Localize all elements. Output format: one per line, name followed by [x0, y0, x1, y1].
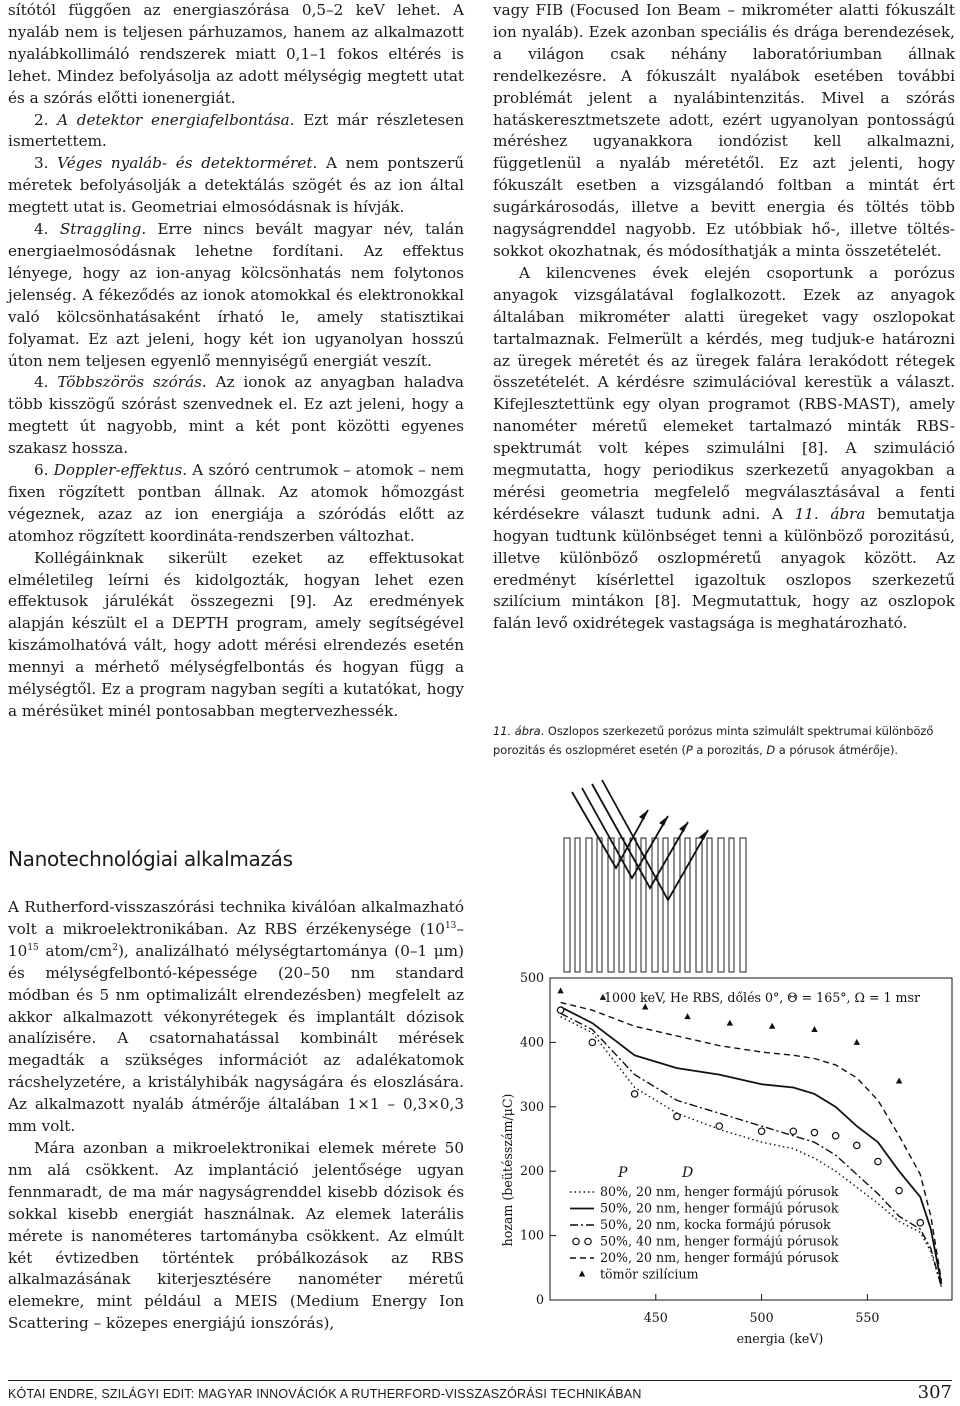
left-column-text — [8, 0, 464, 723]
data-point — [716, 1123, 722, 1129]
column-stripe — [597, 838, 602, 972]
legend-entry — [570, 1250, 839, 1265]
list-item: 3. Véges nyaláb- és detektorméret. A nem pontszerű méretek befolyásolják a detektálás szögét és az ion által megtett utat is. Geometriai elmosódásnak is hívják. — [8, 154, 464, 217]
data-point — [557, 1007, 563, 1013]
legend-label: 50%, 20 nm, kocka formájú pórusok — [600, 1217, 831, 1232]
column-stripe — [696, 838, 702, 972]
beam-arrowheads — [639, 810, 708, 840]
legend-marker — [585, 1238, 591, 1244]
x-tick-label: 500 — [749, 1310, 774, 1325]
data-point — [811, 1026, 817, 1032]
column-stripe — [707, 838, 712, 972]
data-point — [758, 1128, 764, 1134]
x-tick-label: 550 — [855, 1310, 880, 1325]
paragraph: sítótól függően az energiaszórása 0,5–2 keV lehet. A nyaláb nem is teljesen párhuzamos, hanem az alkalmazott nyalábkollimáló rendszerek miatt 0,1–1 fokos eltérés is lehet. Mindez befolyásolja az adott mélységig megtett utat és a szórás előtti ionenergiát. — [8, 1, 464, 107]
paragraph: A kilencvenes évek elején csoportunk a porózus anyagok vizsgálatával foglalkozott. Ezek az anyagok általában mikrométer alatti üregeket vagy oszlopokat tartalmaznak. Felmerült a kérdés, meg tudjuk-e határozni az üregek méretét és az üregek falára lerakódott rétegek összetételét. A kérdésre szimulációval kerestük a választ. Kifejlesztettünk egy olyan programot (RBS-MAST), amely nanométer méretű elemeket tartalmazó minták RBS-spektrumát volt képes szimulálni [8]. A szimuláció megmutatta, hogy periodikus szerkezetű anyagokban a mérési geometria megfelelő megválasztásával a fenti kérdésekre választ tudunk adni. A 11. ábra bemutatja hogyan tudtunk különbséget tenni a különböző porozitású, illetve különböző oszlopméretű anyagok között. Az eredményt kísérlettel igazoltuk oszlopos szerkezetű szilícium mintákon [8]. Megmutattuk, hogy az oszlopok falán levő oxidrétegek vastagsága is meghatározható. — [493, 263, 955, 633]
figure-reference: 11. ábra — [794, 504, 866, 523]
list-item: 4. Straggling. Erre nincs bevált magyar név, talán energiaelmosódásnak lehetne fordítani. Az effektus lényege, hogy az ion-anyag kölcsönhatás nem folytonos jelenség. A fékeződés az ionok atomokkal és elektronokkal való kölcsönhatásaként írható le, amely statisztikai folyamat. Ez azt jeleni, hogy két ion ugyanolyan hosszú úton nem teljesen egyenlő mennyiségű energiát veszít. — [8, 220, 464, 370]
column-stripe — [674, 838, 680, 972]
y-axis-label: hozam (beütésszám/μC) — [500, 1093, 515, 1247]
y-axis — [520, 970, 556, 1307]
legend-entry — [573, 1234, 839, 1249]
legend-entry — [570, 1201, 839, 1216]
y-tick-label: 400 — [519, 1034, 544, 1050]
data-point — [589, 1039, 595, 1045]
list-item-title: Straggling — [59, 220, 142, 239]
data-point — [790, 1128, 796, 1134]
legend-label: 80%, 20 nm, henger formájú pórusok — [600, 1184, 839, 1199]
list-item: 6. Doppler-effektus. A szóró centrumok – atomok – nem fixen rögzített pontban állnak. Az atomok hőmozgást végeznek, azaz az ion energiája a szóródás előtt az atomhoz rögzített koordináta-rendszerben változhat. — [8, 461, 464, 545]
column-stripes — [564, 838, 746, 972]
data-point — [811, 1129, 817, 1135]
page-number: 307 — [917, 1382, 952, 1403]
figure-svg — [490, 760, 960, 1360]
paragraph: vagy FIB (Focused Ion Beam – mikrométer alatti fókuszált ion nyaláb). Ezek azonban speciális és drága berendezések, a világon csak néhány laboratóriumban állnak rendelkezésre. A fókuszált nyalábok esetében további problémát jelent a nyalábintenzitás. Mivel a szórás hatáskeresztmetszete adott, ezért ugyanolyan pontosságú méréshez ugyanakkora iondózist kell alkalmazni, függetlenül a nyaláb méretétől. Ez azt jelenti, hogy fókuszált esetben a vizsgálandó foltban a mintát ért sugárkárosodás, illetve a bevitt energia és töltés több nagyságrenddel nagyobb. Ez utóbbiak hő-, illetve töltés-sokkot okozhatnak, és módosíthatják a minta összetételét. — [493, 1, 955, 260]
legend-label: 20%, 20 nm, henger formájú pórusok — [600, 1250, 839, 1265]
list-item-title: Véges nyaláb- és detektorméret — [57, 154, 313, 173]
figure-11 — [490, 760, 960, 1360]
column-stripe — [718, 838, 724, 972]
running-footer: KÓTAI ENDRE, SZILÁGYI EDIT: MAGYAR INNOVÁCIÓK A RUTHERFORD-VISSZASZÓRÁSI TECHNIKÁBAN — [8, 1387, 642, 1401]
x-axis-label: energia (keV) — [736, 1331, 824, 1346]
column-stripe — [586, 838, 592, 972]
data-point — [727, 1020, 733, 1026]
arrowhead — [679, 822, 688, 832]
y-tick-label: 200 — [519, 1163, 544, 1179]
list-item: 2. A detektor energiafelbontása. Ezt már részletesen ismertettem. — [8, 110, 464, 151]
list-item-title: Többszörös szórás — [57, 373, 202, 392]
legend-entry — [570, 1184, 839, 1199]
arrowhead — [659, 816, 668, 826]
y-tick-label: 0 — [535, 1292, 544, 1307]
list-item: 4. Többszörös szórás. Az ionok az anyagban haladva több kisszögű szórást szenvednek el. Ez azt jeleni, hogy a megtett út nagyobb, mint a két pont közötti egyenes szakasz hossza. — [8, 373, 464, 458]
column-stripe — [740, 838, 746, 972]
list-item-title: A detektor energiafelbontása — [57, 110, 290, 129]
paragraph: A Rutherford-visszaszórási technika kiválóan alkalmazható volt a mikroelektronikában. Az RBS érzékenysége ($10^{13}-10^{15}$ atom/$cm^2$), analizálható mélységtartománya (0–1 μm) és mélységfelbontó-képessége (20–50 nm standard módban és 5 nm optimalizált elrendezésben) megfelelt az akkor alkalmazott vékonyrétegek és implantált dózisok analízisére. A csatornahatással kombinált mérések megadták a szükséges információt az adalékatomok rácshelyzetére, a kristályhibák nagyságára és eloszlására. Az alkalmazott nyaláb átmérője általában 1×1 – 0,3×0,3 mm volt. — [8, 898, 465, 1136]
legend-header-p: P — [618, 1165, 628, 1181]
legend-entry — [570, 1217, 831, 1232]
right-column-text — [493, 0, 955, 635]
legend — [570, 1165, 839, 1282]
legend-entry — [579, 1267, 699, 1282]
data-point — [896, 1078, 902, 1084]
y-tick-label: 300 — [519, 1098, 544, 1114]
data-point — [631, 1091, 637, 1097]
data-point — [854, 1039, 860, 1045]
legend-marker — [573, 1238, 579, 1244]
data-point — [896, 1187, 902, 1193]
data-point — [854, 1142, 860, 1148]
column-stripe — [575, 838, 580, 972]
figure-label: 11. ábra — [493, 724, 541, 738]
arrowhead — [639, 810, 648, 820]
list-item-title: Doppler-effektus — [53, 461, 183, 480]
paragraph: Kollégáinknak sikerült ezeket az effektusokat elméletileg leírni és kidolgozták, hogyan lehet ezen effektusok járulékát összegezni [9]. Az eredmények alapján készült el a DEPTH program, amely segítségével kiszámolhatóvá vált, hogy adott mérési elrendezés esetén mennyi a mérhető mélységfelbontás és hogyan függ a mélységtől. Ez a program nagyban segíti a kutatókat, hogy a mérésüket minél pontosabban megtervezhessék. — [8, 548, 464, 720]
data-point — [769, 1023, 775, 1029]
column-stripe — [685, 838, 690, 972]
y-tick-label: 100 — [519, 1227, 544, 1243]
legend-label: tömör szilícium — [600, 1266, 699, 1282]
data-point — [674, 1113, 680, 1119]
section-title: Nanotechnológiai alkalmazás — [8, 847, 293, 871]
column-stripe — [564, 838, 570, 972]
legend-label: 50%, 40 nm, henger formájú pórusok — [600, 1233, 839, 1249]
data-point — [684, 1013, 690, 1019]
x-axis — [644, 1294, 880, 1325]
legend-label: 50%, 20 nm, henger formájú pórusok — [600, 1200, 839, 1216]
data-point — [875, 1158, 881, 1164]
figure-caption: 11. ábra. Oszlopos szerkezetű porózus minta szimulált spektrumai különböző porozitás és oszlopméret esetén (P a porozitás, D a pórusok átmérője). — [493, 724, 934, 757]
x-tick-label: 450 — [643, 1310, 668, 1325]
chart-annotation: 1000 keV, He RBS, dőlés 0°, Θ = 165°, Ω = 1 msr — [604, 990, 920, 1005]
beam-path — [572, 792, 648, 868]
porous-columns-schematic — [564, 780, 746, 972]
column-stripe — [652, 838, 658, 972]
spectrum-chart — [500, 970, 952, 1346]
section-text — [8, 897, 464, 1335]
data-point — [917, 1220, 923, 1226]
data-point — [557, 987, 563, 993]
column-stripe — [729, 838, 734, 972]
data-point — [832, 1133, 838, 1139]
legend-marker — [579, 1271, 585, 1277]
paragraph: Mára azonban a mikroelektronikai elemek mérete 50 nm alá csökkent. Az implantáció jelentősége ugyan fennmaradt, de ma már nagyságrenddel kisebb dózisok és sokkal kisebb energiát használnak. Az elemek laterális mérete is nanométeres tartományba csökkent. Az elmúlt két évtizedben történtek próbálkozások az RBS alkalmazásának kiterjesztésére nanométer méretű elemekre, mint például a MEIS (Medium Energy Ion Scattering – közepes energiájú ionszórás), — [8, 1138, 464, 1333]
legend-header-d: D — [682, 1165, 694, 1181]
page-footer — [8, 1380, 952, 1405]
y-tick-label: 500 — [519, 970, 544, 985]
